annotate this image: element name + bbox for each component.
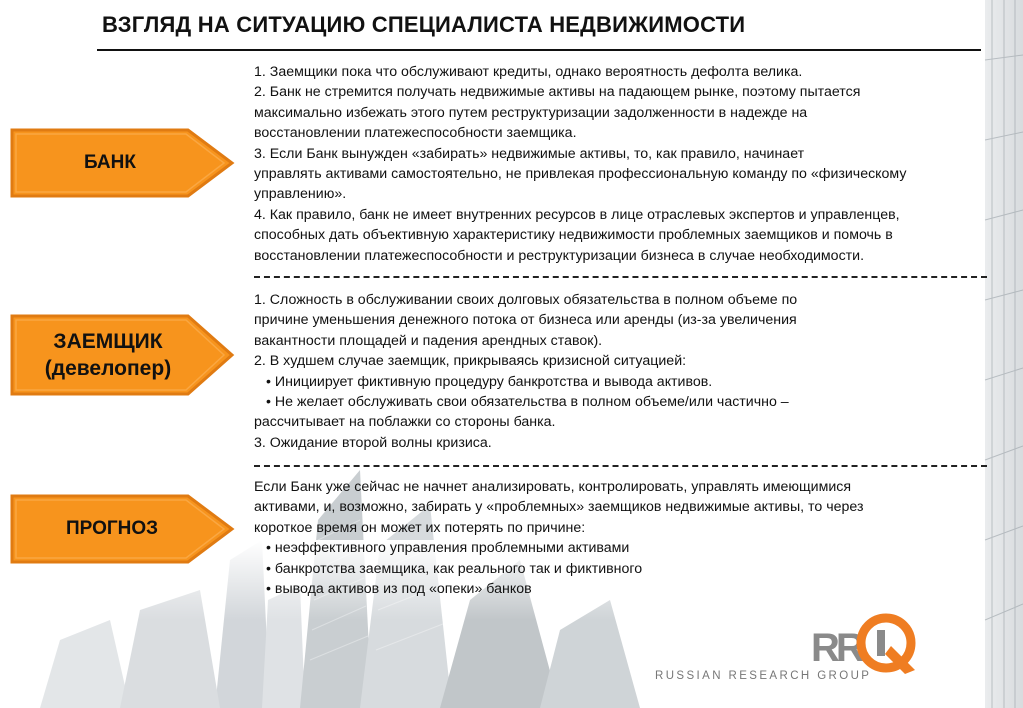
- forecast-arrow-label: ПРОГНОЗ: [65, 518, 159, 539]
- forecast-bullet: • банкротства заемщика, как реального так и фиктивного: [266, 560, 643, 577]
- borrower-section-text: [254, 290, 984, 453]
- rrg-logo: [655, 612, 955, 692]
- bank-line: 2. Банк не стремится получать недвижимые активы на падающем рынке, поэтому пытается: [254, 84, 861, 101]
- bank-line: способных дать объективную характеристику недвижимости проблемных заемщиков и помочь в: [254, 227, 893, 244]
- logo-tagline: RUSSIAN RESEARCH GROUP: [655, 670, 872, 682]
- bank-line: максимально избежать этого путем реструктуризации задолженности в надежде на: [254, 104, 808, 121]
- borrower-arrow-sublabel: (девелопер): [44, 357, 172, 380]
- borrower-line: 3. Ожидание второй волны кризиса.: [254, 434, 492, 451]
- borrower-line: 1. Сложность в обслуживании своих долговых обязательства в полном объеме по: [254, 292, 798, 308]
- borrower-line: причине уменьшения денежного потока от бизнеса или аренды (из-за увеличения: [254, 312, 797, 329]
- bank-line: восстановлении платежеспособности заемщика.: [254, 125, 577, 142]
- borrower-bullet: • Не желает обслуживать свои обязательства в полном объеме/или частично –: [266, 394, 789, 411]
- forecast-bullet: • неэффективного управления проблемными активами: [266, 540, 630, 557]
- bank-line: управлению».: [254, 186, 347, 203]
- section-divider: [254, 276, 987, 278]
- bank-line: восстановлении платежеспособности и реструктуризации бизнеса в случае необходимости.: [254, 247, 865, 264]
- logo-g-emblem-icon: [855, 612, 917, 674]
- bank-line: 3. Если Банк вынужден «забирать» недвижимые активы, то, как правило, начинает: [254, 145, 805, 162]
- forecast-line: активами, и, возможно, забирать у «проблемных» заемщиков недвижимые активы, то через: [254, 499, 864, 516]
- section-divider: [254, 465, 987, 467]
- bank-section-text: [254, 62, 984, 266]
- bank-arrow-label: БАНК: [84, 152, 136, 173]
- borrower-arrow-label: ЗАЕМЩИК: [53, 330, 163, 353]
- bank-line: управлять активами самостоятельно, не привлекая профессиональную команду по «физическому: [254, 166, 907, 183]
- forecast-arrow-shape: [10, 494, 236, 564]
- borrower-arrow-shape: [10, 314, 236, 396]
- title-underline: [97, 49, 981, 51]
- borrower-line: вакантности площадей и падения арендных ставок).: [254, 332, 603, 349]
- logo-mark: RR: [811, 626, 861, 670]
- borrower-line: 2. В худшем случае заемщик, прикрываясь кризисной ситуацией:: [254, 353, 687, 370]
- bank-line: 1. Заемщики пока что обслуживают кредиты, однако вероятность дефолта велика.: [254, 64, 803, 80]
- forecast-line: короткое время он может их потерять по причине:: [254, 519, 586, 536]
- forecast-bullet: • вывода активов из под «опеки» банков: [266, 581, 532, 598]
- borrower-bullet: • Инициирует фиктивную процедуру банкротства и вывода активов.: [266, 373, 713, 390]
- forecast-line: Если Банк уже сейчас не начнет анализировать, контролировать, управлять имеющимися: [254, 479, 852, 495]
- slide-title: ВЗГЛЯД НА СИТУАЦИЮ СПЕЦИАЛИСТА НЕДВИЖИМОСТИ: [102, 12, 746, 37]
- bank-arrow-shape: [10, 128, 236, 198]
- borrower-line: рассчитывает на поблажки со стороны банка.: [254, 414, 556, 431]
- bank-line: 4. Как правило, банк не имеет внутренних ресурсов в лице отраслевых экспертов и управленцев,: [254, 206, 900, 223]
- forecast-section-text: [254, 477, 984, 599]
